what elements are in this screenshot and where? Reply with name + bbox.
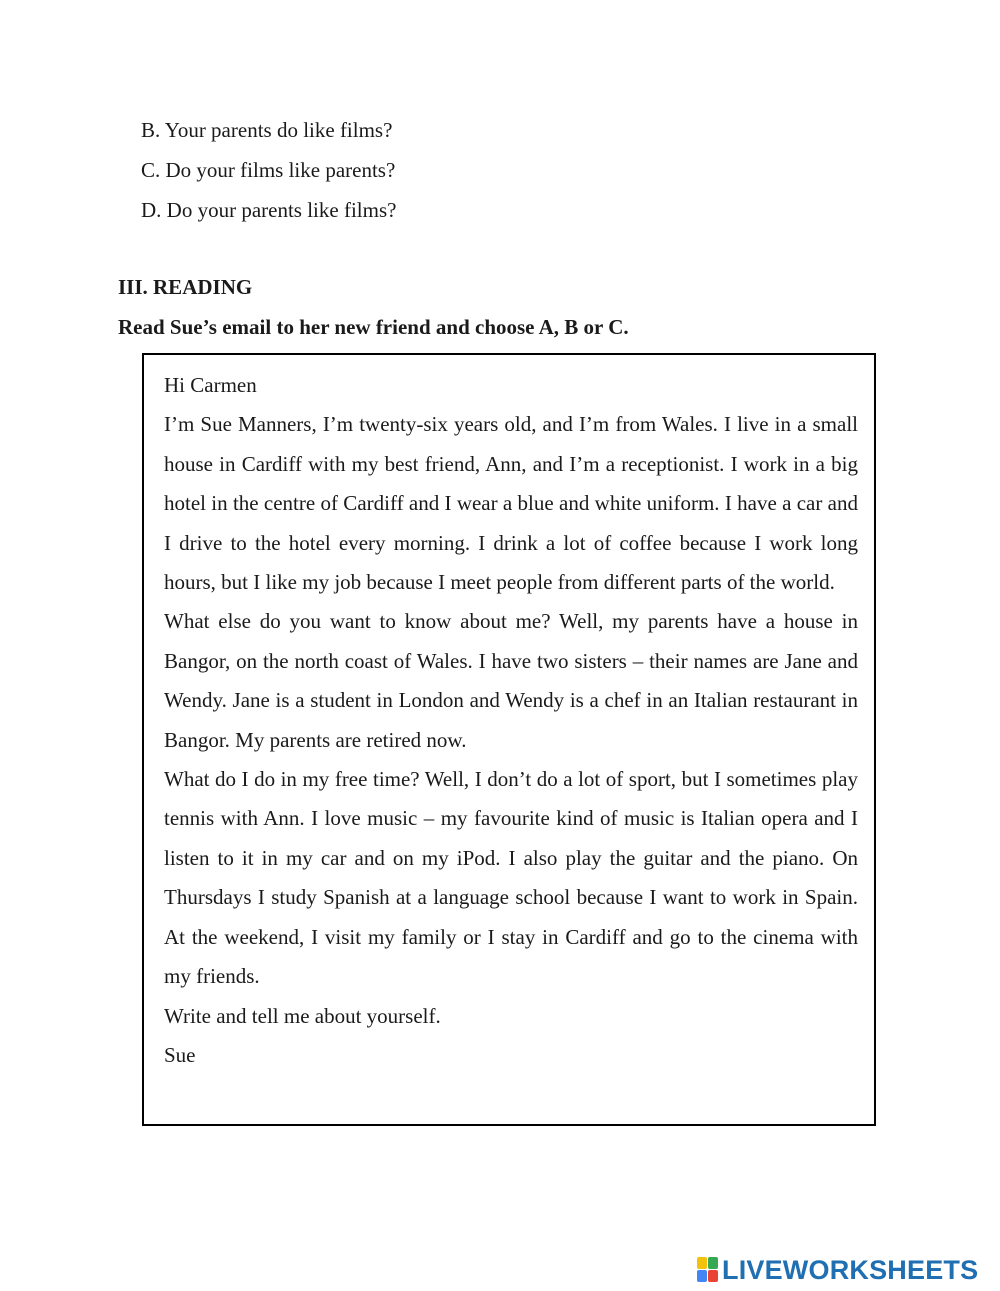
email-paragraph-2: What else do you want to know about me? Well, my parents have a house in Bangor, on the north coast of Wales. I have two sisters – their names are Jane and Wendy. Jane is a student in London and Wendy is a chef in an Italian restaurant in Bangor. My parents are retired now.: [164, 609, 858, 752]
option-text: Your parents do like films?: [164, 118, 393, 142]
answer-option-c: [141, 158, 395, 182]
liveworksheets-logo: [697, 1254, 978, 1286]
option-text: Do your parents like films?: [166, 198, 397, 222]
email-text-box: [142, 353, 876, 1126]
logo-tile-blue: [697, 1270, 707, 1282]
section-title: III. READING: [118, 275, 253, 299]
option-letter: D.: [141, 198, 162, 222]
answer-option-b: [141, 118, 392, 142]
reading-instruction: Read Sue’s email to her new friend and choose A, B or C.: [118, 315, 629, 339]
logo-tile-red: [708, 1270, 718, 1282]
email-signature: Sue: [164, 1042, 196, 1067]
email-paragraph-1: I’m Sue Manners, I’m twenty-six years old, and I’m from Wales. I live in a small house in Cardiff with my best friend, Ann, and I’m a receptionist. I work in a big hotel in the centre of Cardiff and I wear a blue and white uniform. I have a car and I drive to the hotel every morning. I drink a lot of coffee because I work long hours, but I like my job because I meet people from different parts of the world.: [164, 412, 858, 595]
option-letter: B.: [141, 118, 161, 142]
logo-tile-yellow: [697, 1257, 707, 1269]
email-greeting: Hi Carmen: [164, 373, 257, 397]
logo-tile-green: [708, 1257, 718, 1269]
liveworksheets-logo-icon: [697, 1257, 719, 1283]
email-body: [164, 366, 858, 1075]
email-closing: Write and tell me about yourself.: [164, 1003, 441, 1028]
option-letter: C.: [141, 158, 161, 182]
option-text: Do your films like parents?: [165, 158, 396, 182]
logo-wordmark: LIVEWORKSHEETS: [722, 1255, 979, 1285]
answer-option-d: [141, 198, 396, 222]
email-paragraph-3: What do I do in my free time? Well, I don’t do a lot of sport, but I sometimes play tennis with Ann. I love music – my favourite kind of music is Italian opera and I listen to it in my car and on my iPod. I also play the guitar and the piano. On Thursdays I study Spanish at a language school because I want to work in Spain. At the weekend, I visit my family or I stay in Cardiff and go to the cinema with my friends.: [164, 767, 858, 989]
